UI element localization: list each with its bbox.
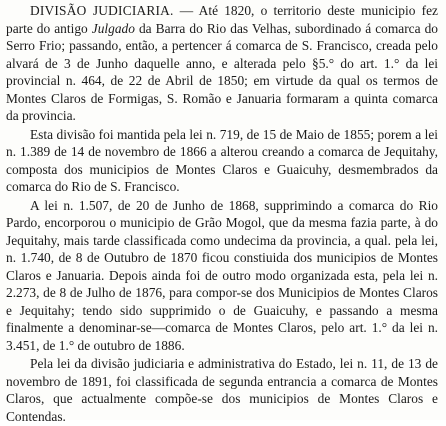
document-body: [6, 2, 438, 426]
paragraph-lei-1507: A lei n. 1.507, de 20 de Junho de 1868, supprimindo a comarca do Rio Pardo, encorporou o municipio de Grão Mogol, que da mesma fazia parte, à do Jequitahy, mais tarde classificada como undecima da provincia, a qual. pela lei, n. 1.740, de 8 de Outubro de 1870 ficou constiuida dos municipios de Montes Claros e Januaria. Depois ainda foi de outro modo organizada esta, pela lei n. 2.273, de 8 de Julho de 1876, para compor-se dos Municipios de Montes Claros e Jequitahy; tendo sido supprimido o de Guaicuhy, e passando a mesma finalmente a denominar-se—comarca de Montes Claros, pelo art. 1.° da lei n. 3.451, de 1.° de outubro de 1886.: [6, 197, 438, 353]
italic-term: Julgado: [91, 20, 135, 36]
paragraph-text: da Barra do Rio das Velhas, subordinado á comarca do Serro Frio; passando, então, a pertencer á comarca de S. Francisco, creada pelo alvará de 3 de Junho daquelle anno, e alterada pelo §5.° do art. 1.° da lei provincial n. 464, de 22 de Abril de 1850; em virtude da qual os termos de Montes Claros de Formigas, S. Romão e Januaria formaram a quinta comarca da provincia.: [6, 20, 439, 123]
section-heading: DIVISÃO JUDICIARIA.: [30, 3, 174, 18]
paragraph-divisao-judiciaria: [6, 2, 438, 125]
paragraph-lei-719: Esta divisão foi mantida pela lei n. 719, de 15 de Maio de 1855; porem a lei n. 1.389 de 14 de novembro de 1866 a alterou creando a comarca de Jequitahy, composta dos municipios de Montes Claros e Guaicuhy, desmembrados da comarca do Rio de S. Francisco.: [6, 126, 438, 194]
paragraph-text: — Até 1820, o territorio deste municipio fez parte do antigo: [6, 3, 438, 36]
paragraph-lei-11: Pela lei da divisão judiciaria e administrativa do Estado, lei n. 11, de 13 de novembro de 1891, foi classificada de segunda entrancia a comarca de Montes Claros, que actualmente compõe-se dos municipios de Montes Claros e Contendas.: [6, 356, 438, 424]
